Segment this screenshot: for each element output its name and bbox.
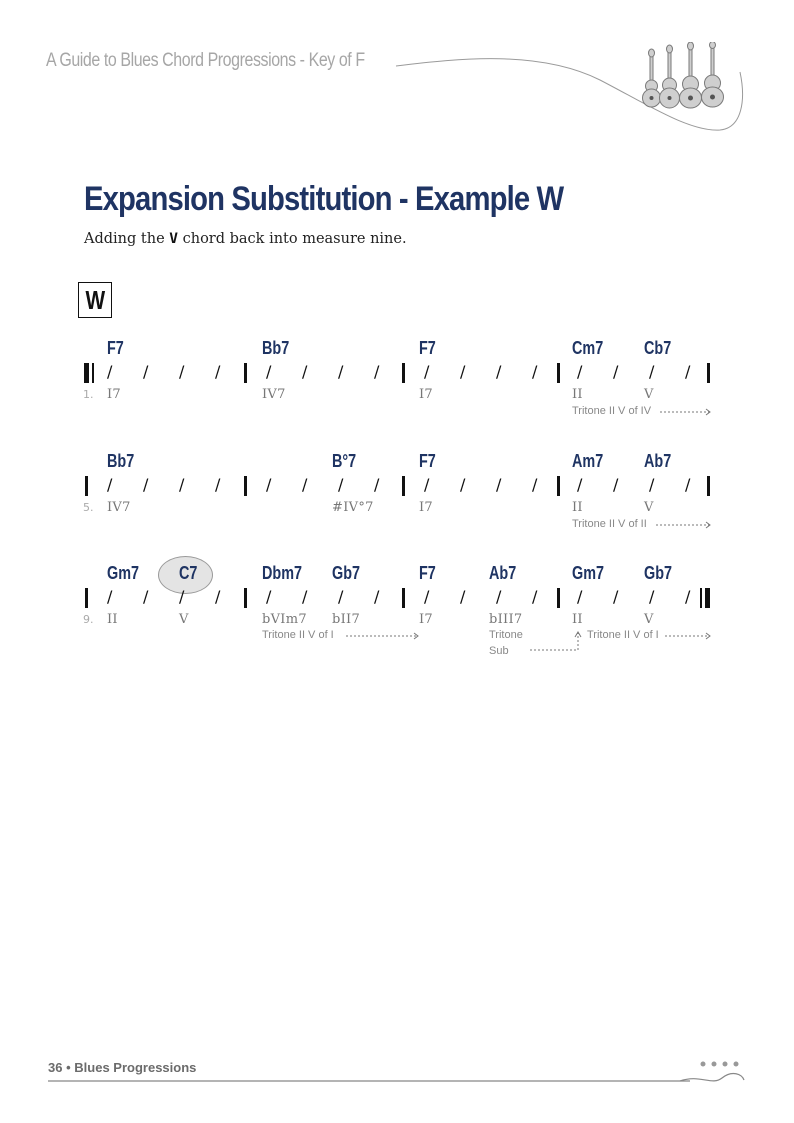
desc-text-start: Adding the bbox=[84, 231, 170, 247]
chord-symbol: Gb7 bbox=[332, 563, 361, 583]
chord-symbol: Gm7 bbox=[572, 563, 605, 583]
beat-slash: / bbox=[577, 362, 583, 381]
measure-number: 9. bbox=[83, 613, 94, 626]
beat-slash: / bbox=[532, 587, 538, 606]
roman-numeral: I7 bbox=[419, 387, 434, 402]
roman-numeral: II bbox=[572, 612, 583, 627]
beat-slash: / bbox=[143, 475, 149, 494]
section-title: Expansion Substitution - Example W bbox=[84, 180, 564, 218]
chord-symbol: Dbm7 bbox=[262, 563, 303, 583]
beat-slash: / bbox=[374, 587, 380, 606]
footer-section-name: Blues Progressions bbox=[74, 1060, 197, 1075]
beat-slash: / bbox=[179, 475, 185, 494]
roman-numeral: bII7 bbox=[332, 612, 361, 627]
beat-slash: / bbox=[496, 475, 502, 494]
beat-slash: / bbox=[143, 587, 149, 606]
beat-slash: / bbox=[302, 587, 308, 606]
beat-slash: / bbox=[179, 362, 185, 381]
tritone-annotation: Tritone II V of I bbox=[587, 629, 659, 641]
beat-slash: / bbox=[613, 587, 619, 606]
running-header-title: A Guide to Blues Chord Progressions - Key of F bbox=[46, 50, 365, 71]
beat-slash: / bbox=[424, 475, 430, 494]
beat-slash: / bbox=[374, 475, 380, 494]
beat-slash: / bbox=[302, 362, 308, 381]
chord-symbol: F7 bbox=[107, 338, 124, 358]
beat-slash: / bbox=[685, 475, 691, 494]
beat-slash: / bbox=[215, 362, 221, 381]
beat-slash: / bbox=[649, 475, 655, 494]
beat-slash: / bbox=[215, 475, 221, 494]
beat-slash: / bbox=[338, 587, 344, 606]
roman-numeral: IV7 bbox=[262, 387, 286, 402]
beat-slash: / bbox=[577, 587, 583, 606]
desc-bold-chord: V bbox=[169, 231, 178, 247]
chord-symbol: Am7 bbox=[572, 451, 604, 471]
beat-slash: / bbox=[215, 587, 221, 606]
roman-numeral: V bbox=[644, 612, 654, 627]
beat-slash: / bbox=[460, 587, 466, 606]
desc-text-end: chord back into measure nine. bbox=[178, 231, 407, 247]
roman-numeral: II bbox=[572, 387, 583, 402]
chord-symbol: Gb7 bbox=[644, 563, 673, 583]
roman-numeral: bVIm7 bbox=[262, 612, 307, 627]
beat-slash: / bbox=[532, 362, 538, 381]
roman-numeral: II bbox=[107, 612, 118, 627]
chord-symbol: F7 bbox=[419, 451, 436, 471]
beat-slash: / bbox=[685, 587, 691, 606]
beat-slash: / bbox=[424, 362, 430, 381]
footer-separator: • bbox=[66, 1060, 71, 1075]
beat-slash: / bbox=[338, 475, 344, 494]
beat-slash: / bbox=[649, 587, 655, 606]
beat-slash: / bbox=[577, 475, 583, 494]
tritone-annotation: Tritone bbox=[489, 629, 523, 641]
beat-slash: / bbox=[613, 475, 619, 494]
tritone-annotation: Tritone II V of II bbox=[572, 518, 647, 530]
chord-symbol: F7 bbox=[419, 563, 436, 583]
beat-slash: / bbox=[613, 362, 619, 381]
chord-symbol: Cb7 bbox=[644, 338, 672, 358]
beat-slash: / bbox=[374, 362, 380, 381]
chord-symbol: F7 bbox=[419, 338, 436, 358]
roman-numeral: V bbox=[179, 612, 189, 627]
beat-slash: / bbox=[107, 362, 113, 381]
roman-numeral: bIII7 bbox=[489, 612, 523, 627]
roman-numeral: #IV°7 bbox=[332, 500, 374, 515]
roman-numeral: V bbox=[644, 500, 654, 515]
chord-symbol: B°7 bbox=[332, 451, 357, 471]
roman-numeral: V bbox=[644, 387, 654, 402]
beat-slash: / bbox=[143, 362, 149, 381]
tritone-annotation: Tritone II V of IV bbox=[572, 405, 652, 417]
page-number: 36 bbox=[48, 1060, 63, 1075]
beat-slash: / bbox=[424, 587, 430, 606]
beat-slash: / bbox=[179, 587, 185, 606]
beat-slash: / bbox=[460, 362, 466, 381]
measure-number: 5. bbox=[83, 501, 94, 514]
chord-symbol: Cm7 bbox=[572, 338, 604, 358]
example-label: W bbox=[85, 284, 105, 315]
tritone-annotation: Tritone II V of I bbox=[262, 629, 334, 641]
beat-slash: / bbox=[338, 362, 344, 381]
beat-slash: / bbox=[496, 362, 502, 381]
beat-slash: / bbox=[460, 475, 466, 494]
beat-slash: / bbox=[266, 587, 272, 606]
beat-slash: / bbox=[266, 362, 272, 381]
chord-symbol: C7 bbox=[179, 563, 198, 583]
beat-slash: / bbox=[496, 587, 502, 606]
chord-symbol: Gm7 bbox=[107, 563, 140, 583]
beat-slash: / bbox=[266, 475, 272, 494]
footer-decorative-line bbox=[0, 1056, 794, 1096]
beat-slash: / bbox=[532, 475, 538, 494]
tritone-annotation: Sub bbox=[489, 645, 509, 657]
roman-numeral: I7 bbox=[419, 500, 434, 515]
roman-numeral: I7 bbox=[419, 612, 434, 627]
beat-slash: / bbox=[649, 362, 655, 381]
roman-numeral: I7 bbox=[107, 387, 122, 402]
beat-slash: / bbox=[107, 475, 113, 494]
roman-numeral: IV7 bbox=[107, 500, 131, 515]
chord-symbol: Ab7 bbox=[644, 451, 672, 471]
beat-slash: / bbox=[107, 587, 113, 606]
beat-slash: / bbox=[685, 362, 691, 381]
chord-symbol: Bb7 bbox=[262, 338, 290, 358]
chord-symbol: Ab7 bbox=[489, 563, 517, 583]
roman-numeral: II bbox=[572, 500, 583, 515]
measure-number: 1. bbox=[83, 388, 94, 401]
chord-symbol: Bb7 bbox=[107, 451, 135, 471]
beat-slash: / bbox=[302, 475, 308, 494]
